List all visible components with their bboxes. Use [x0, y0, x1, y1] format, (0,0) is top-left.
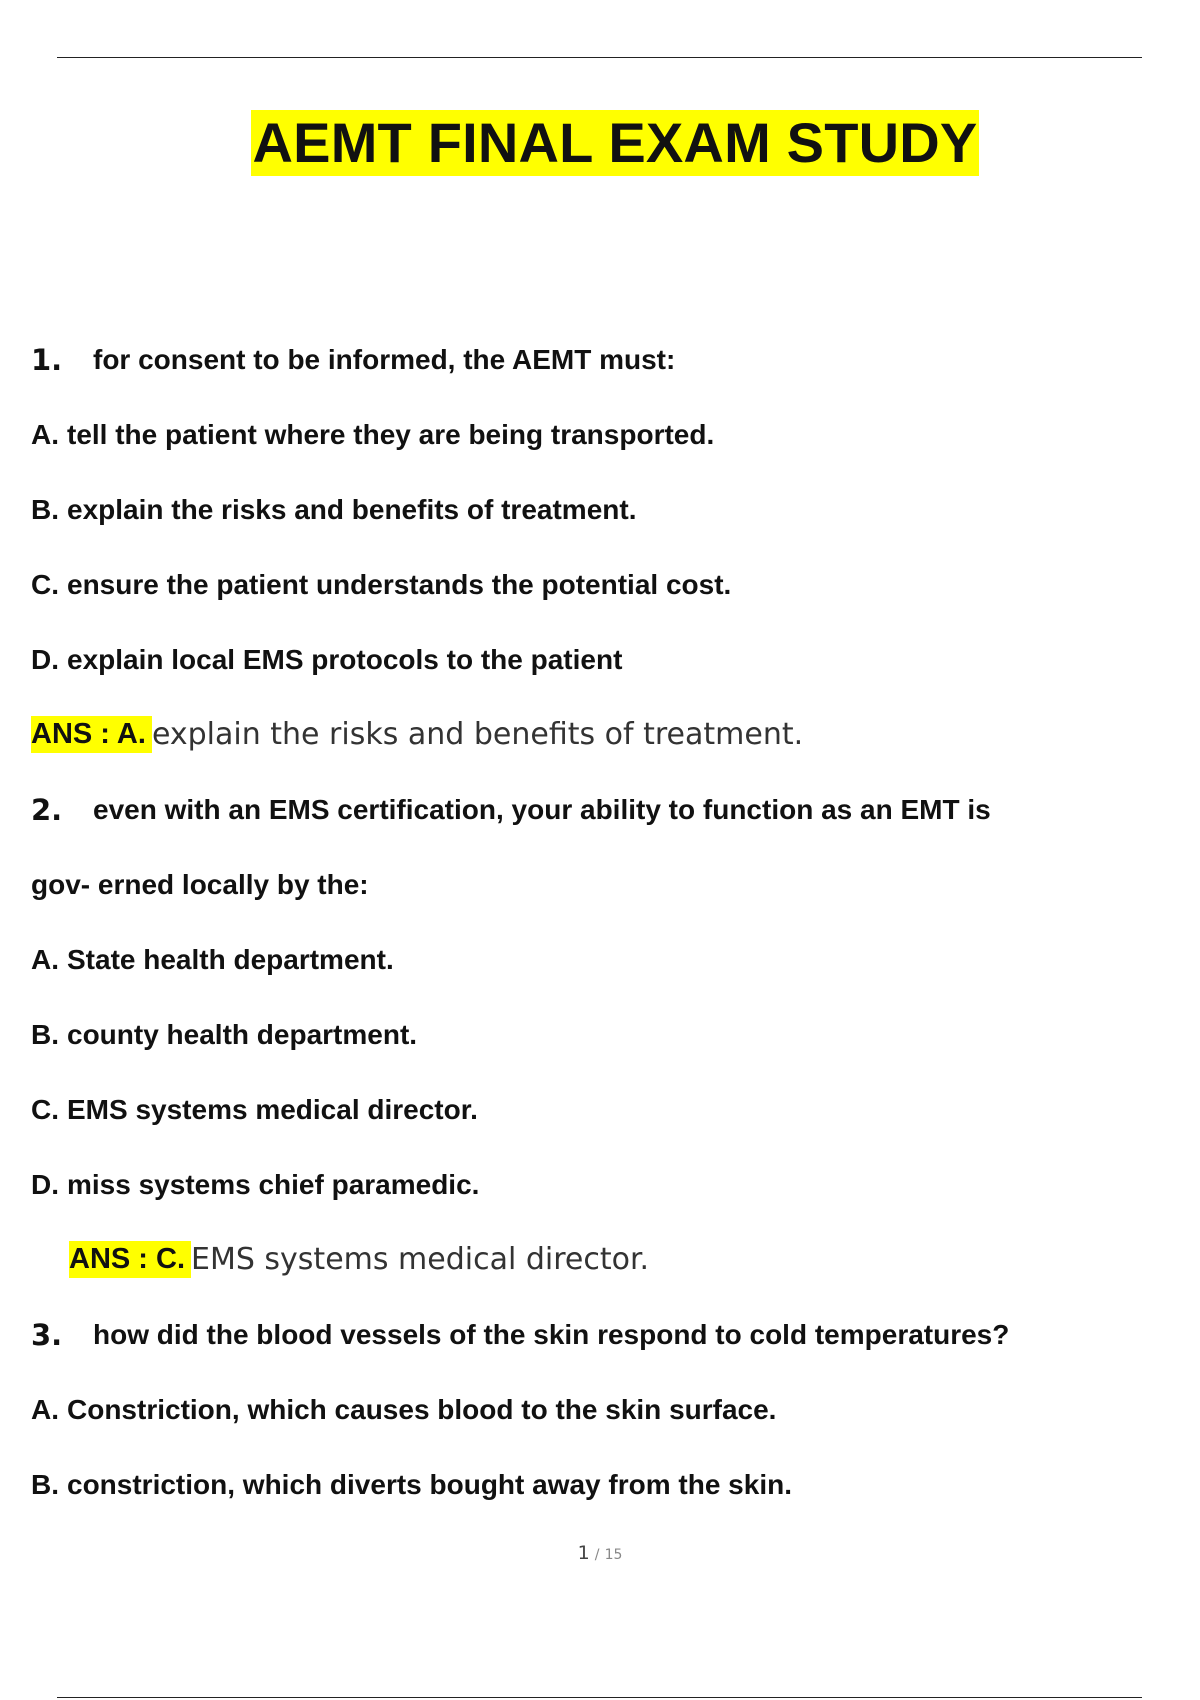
answer-tag: ANS : C.: [69, 1241, 191, 1278]
question-stem: even with an EMS certification, your ability to function as an EMT is: [93, 793, 991, 825]
option-2a: [31, 922, 1171, 997]
answer-1: [31, 697, 1171, 772]
option-text: tell the patient where they are being transported.: [67, 418, 715, 450]
option-2d: [31, 1147, 1171, 1222]
option-letter: B.: [31, 1468, 59, 1500]
option-letter: A.: [31, 418, 59, 450]
option-2c: [31, 1072, 1171, 1147]
option-text: State health department.: [67, 943, 394, 975]
option-text: explain local EMS protocols to the patient: [67, 643, 623, 675]
question-3: [31, 1297, 1171, 1372]
option-letter: C.: [31, 1093, 59, 1125]
option-1d: [31, 622, 1171, 697]
question-2: [31, 772, 1171, 847]
answer-text: EMS systems medical director.: [191, 1242, 650, 1277]
option-3a: [31, 1372, 1171, 1447]
option-letter: C.: [31, 568, 59, 600]
option-1b: [31, 472, 1171, 547]
question-1: [31, 322, 1171, 397]
current-page: 1: [577, 1542, 590, 1564]
option-letter: A.: [31, 1393, 59, 1425]
document-title: AEMT FINAL EXAM STUDY: [252, 111, 978, 174]
option-text: constriction, which diverts bought away from the skin.: [67, 1468, 792, 1500]
option-letter: B.: [31, 1018, 59, 1050]
option-text: miss systems chief paramedic.: [67, 1168, 480, 1200]
question-stem: how did the blood vessels of the skin respond to cold temperatures?: [93, 1318, 1010, 1350]
question-stem: for consent to be informed, the AEMT must:: [93, 343, 676, 375]
option-letter: A.: [31, 943, 59, 975]
option-letter: D.: [31, 643, 59, 675]
question-number: 2.: [31, 792, 63, 827]
option-1a: [31, 397, 1171, 472]
answer-2: [31, 1222, 1171, 1297]
top-rule: [57, 57, 1142, 58]
option-letter: D.: [31, 1168, 59, 1200]
option-text: Constriction, which causes blood to the skin surface.: [67, 1393, 777, 1425]
page-separator: /: [594, 1547, 600, 1563]
page-number: [0, 1542, 1200, 1564]
answer-text: explain the risks and benefits of treatment.: [151, 717, 804, 752]
question-2-continued: [31, 847, 1171, 922]
question-number: 1.: [31, 342, 63, 377]
option-text: explain the risks and benefits of treatment.: [67, 493, 637, 525]
option-2b: [31, 997, 1171, 1072]
question-number: 3.: [31, 1317, 63, 1352]
title-container: [0, 110, 1200, 176]
option-text: ensure the patient understands the potential cost.: [67, 568, 732, 600]
option-1c: [31, 547, 1171, 622]
answer-tag: ANS : A.: [31, 716, 152, 753]
option-3b: [31, 1447, 1171, 1522]
option-letter: B.: [31, 493, 59, 525]
bottom-rule: [57, 1697, 1142, 1698]
document-body: [31, 322, 1171, 1522]
question-stem-continued: gov- erned locally by the:: [31, 868, 369, 900]
option-text: EMS systems medical director.: [67, 1093, 478, 1125]
option-text: county health department.: [67, 1018, 418, 1050]
total-pages: 15: [604, 1547, 623, 1563]
